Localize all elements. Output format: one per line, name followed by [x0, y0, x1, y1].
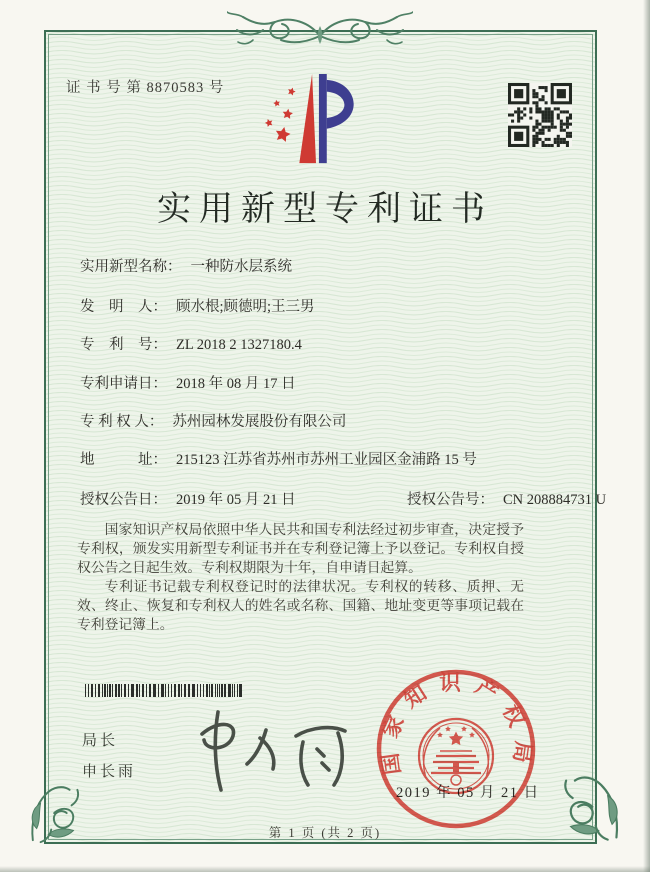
field-row-utility-name: [80, 255, 292, 276]
field-row-address: [80, 448, 477, 469]
certificate-number: 证 书 号 第 8870583 号: [66, 80, 225, 96]
field-row-patentee: [80, 410, 346, 431]
svg-text:国家知识产权局: [376, 671, 535, 776]
field-label: 专 利 权 人：: [80, 414, 164, 430]
certificate-title: 实用新型专利证书: [157, 191, 493, 228]
seal-date: 2019 年 05 月 21 日: [396, 785, 540, 801]
field-row-inventors: [80, 295, 315, 316]
field-label: 实用新型名称：: [80, 259, 182, 275]
field-value: 一种防水层系统: [190, 259, 292, 275]
page-number: 第 1 页 (共 2 页): [268, 826, 382, 840]
grant-date-value: 2019 年 05 月 21 日: [176, 492, 296, 508]
field-label: 专 利 号：: [80, 337, 167, 353]
grant-no-label: 授权公告号：: [407, 492, 494, 508]
qr-code-icon: [508, 83, 572, 147]
signatory-block: [82, 726, 136, 788]
legal-paragraph-1: 国家知识产权局依照中华人民共和国专利法经过初步审查，决定授予专利权，颁发实用新型专利证书并在专利登记簿上予以登记。专利权自授权公告之日起生效。专利权期限为十年，自申请日起算。: [77, 522, 524, 575]
field-label: 地 址：: [80, 452, 167, 468]
field-value: 2018 年 08 月 17 日: [176, 376, 296, 392]
field-label: 专利申请日：: [80, 376, 167, 392]
field-label: 发 明 人：: [80, 299, 167, 315]
scan-edge-shadow-right: [643, 0, 650, 872]
field-value: 苏州园林发展股份有限公司: [172, 414, 347, 430]
seal-ring-text: 国家知识产权局: [376, 670, 536, 777]
field-value: 215123 江苏省苏州市苏州工业园区金浦路 15 号: [176, 452, 477, 468]
dragon-scroll-ornament-icon: [227, 10, 413, 54]
signatory-post: 局长: [82, 733, 119, 749]
barcode-icon: [85, 684, 247, 697]
field-row-filing-date: [80, 372, 296, 393]
cnipa-patent-logo-icon: [262, 72, 370, 166]
field-row-patent-number: [80, 333, 302, 354]
field-value: 顾水根;顾德明;王三男: [176, 299, 315, 315]
field-row-grant: [80, 488, 607, 509]
signatory-name: 申长雨: [82, 764, 137, 780]
legal-paragraph-2: 专利证书记载专利权登记时的法律状况。专利权的转移、质押、无效、终止、恢复和专利权人的姓名或名称、国籍、地址变更等事项记载在专利登记簿上。: [77, 579, 524, 632]
handwritten-signature-icon: [180, 700, 355, 800]
grant-no-value: CN 208884731 U: [503, 492, 607, 508]
grant-date-label: 授权公告日：: [80, 492, 167, 508]
legal-text: [77, 520, 524, 634]
cnipa-round-seal-icon: [371, 664, 541, 834]
field-value: ZL 2018 2 1327180.4: [176, 337, 302, 353]
scan-edge-shadow-bottom: [0, 866, 650, 872]
